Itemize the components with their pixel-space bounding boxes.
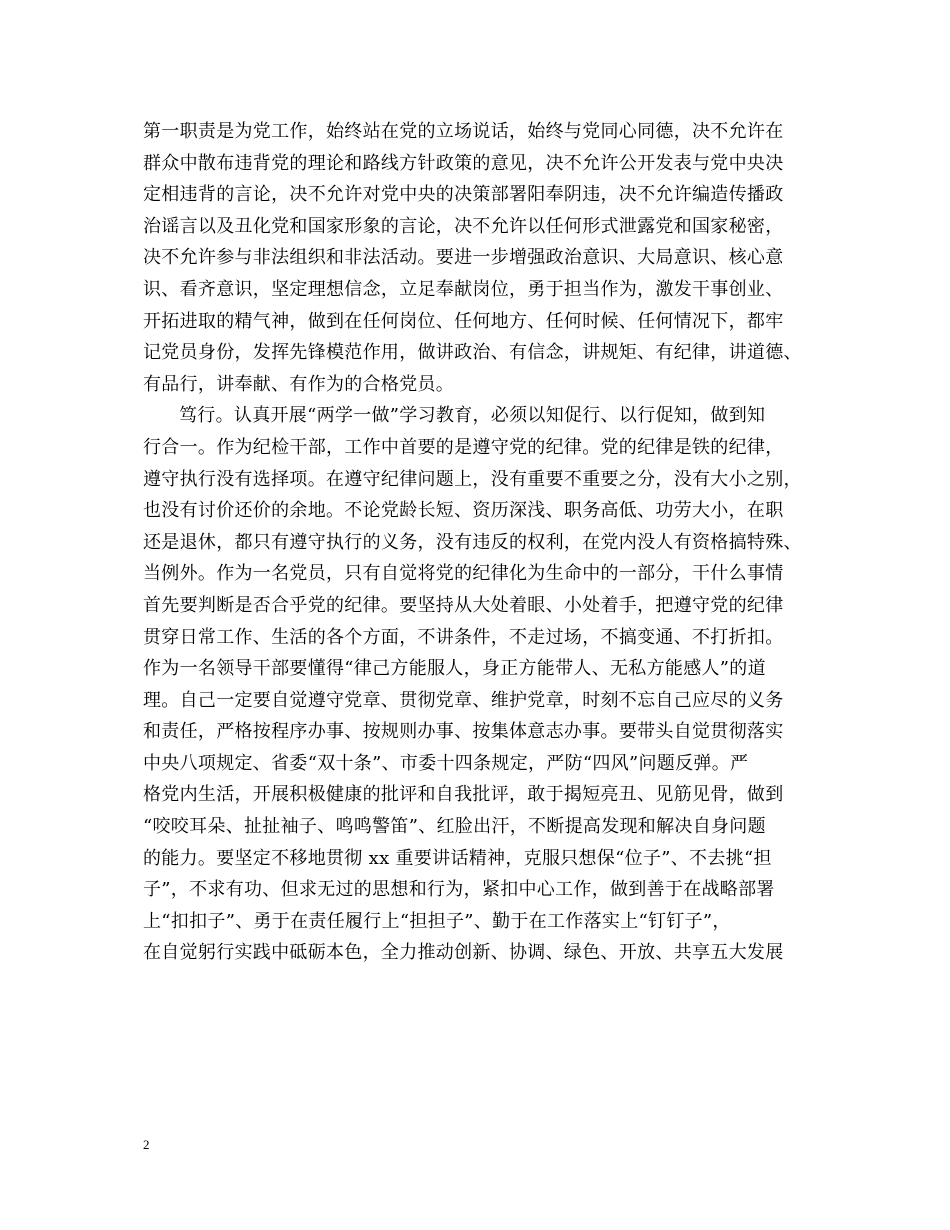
text-line: 当例外。作为一名党员，只有自觉将党的纪律化为生命中的一部分，干什么事情 (143, 563, 784, 585)
text-line: 遵守执行没有选择项。在遵守纪律问题上，没有重要不重要之分，没有大小之别， (143, 468, 802, 490)
text-line: 开拓进取的精气神，做到在任何岗位、任何地方、任何时候、任何情况下，都牢 (143, 310, 784, 332)
text-line: 还是退休，都只有遵守执行的义务，没有违反的权利，在党内没人有资格搞特殊、 (143, 531, 802, 553)
text-line: 子”，不求有功、但求无过的思想和行为，紧扣中心工作，做到善于在战略部署 (143, 879, 775, 901)
text-line: 记党员身份，发挥先锋模范作用，做讲政治、有信念，讲规矩、有纪律，讲道德、 (143, 342, 802, 364)
text-line: 作为一名领导干部要懂得“律己方能服人，身正方能带人、无私方能感人”的道 (143, 658, 766, 680)
text-line: 格党内生活，开展积极健康的批评和自我批评，敢于揭短亮丑、见筋见骨，做到 (143, 784, 784, 806)
text-line: 首先要判断是否合乎党的纪律。要坚持从大处着眼、小处着手，把遵守党的纪律 (143, 594, 784, 616)
text-line: 定相违背的言论，决不允许对党中央的决策部署阳奉阴违，决不允许编造传播政 (143, 184, 784, 206)
text-line: 的能力。要坚定不移地贯彻 xx 重要讲话精神，克服只想保“位子”、不去挑“担 (143, 847, 772, 869)
text-line: 群众中散布违背党的理论和路线方针政策的意见，决不允许公开发表与党中央决 (143, 152, 784, 174)
text-line: 识、看齐意识，坚定理想信念，立足奉献岗位，勇于担当作为，激发干事创业、 (143, 278, 784, 300)
text-line: 贯穿日常工作、生活的各个方面，不讲条件，不走过场，不搞变通、不打折扣。 (143, 626, 784, 648)
text-line: 理。自己一定要自觉遵守党章、贯彻党章、维护党章，时刻不忘自己应尽的义务 (143, 689, 784, 711)
text-line: “咬咬耳朵、扯扯袖子、鸣鸣警笛”、红脸出汗，不断提高发现和解决自身问题 (143, 816, 766, 838)
text-line: 也没有讨价还价的余地。不论党龄长短、资历深浅、职务高低、功劳大小，在职 (143, 500, 784, 522)
body-text (143, 116, 823, 969)
text-line: 中央八项规定、省委“双十条”、市委十四条规定，严防“四风”问题反弹。严 (143, 752, 749, 774)
text-line: 上“扣扣子”、勇于在责任履行上“担担子”、勤于在工作落实上“钉钉子”， (143, 910, 731, 932)
paragraph-first-line: 笃行。认真开展“两学一做”学习教育，必须以知促行、以行促知，做到知 (179, 405, 766, 427)
text-line: 和责任，严格按程序办事、按规则办事、按集体意志办事。要带头自觉贯彻落实 (143, 721, 784, 743)
text-line: 治谣言以及丑化党和国家形象的言论，决不允许以任何形式泄露党和国家秘密， (143, 215, 784, 237)
page-number: 2 (143, 1137, 150, 1152)
text-line: 第一职责是为党工作，始终站在党的立场说话，始终与党同心同德，决不允许在 (143, 121, 784, 142)
text-line: 行合一。作为纪检干部，工作中首要的是遵守党的纪律。党的纪律是铁的纪律， (143, 436, 784, 458)
text-line: 决不允许参与非法组织和非法活动。要进一步增强政治意识、大局意识、核心意 (143, 247, 784, 269)
text-line: 有品行，讲奉献、有作为的合格党员。 (143, 373, 455, 395)
text-line: 在自觉躬行实践中砥砺本色，全力推动创新、协调、绿色、开放、共享五大发展 (143, 942, 784, 964)
